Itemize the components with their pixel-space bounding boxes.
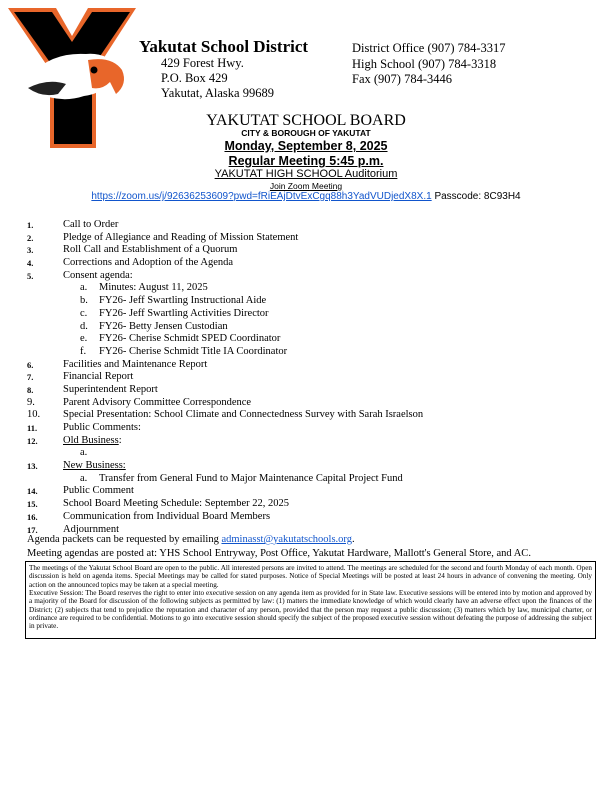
zoom-passcode: Passcode: 8C93H4	[434, 191, 521, 202]
agenda-subitem-letter: e.	[80, 333, 88, 345]
agenda-item-number: 10.	[27, 409, 41, 421]
agenda-item-number: 14.	[27, 486, 38, 497]
agenda-item-label: Call to Order	[63, 219, 119, 230]
disclaimer-box	[25, 561, 596, 639]
packets-note-text: Agenda packets can be requested by emailing	[27, 534, 222, 545]
packets-note	[27, 534, 355, 545]
district-name: Yakutat School District	[139, 37, 309, 56]
agenda-item-suffix: :	[118, 434, 122, 446]
agenda-subitem-text: Transfer from General Fund to Major Maintenance Capital Project Fund	[99, 472, 403, 484]
agenda-subitem	[0, 282, 612, 295]
agenda-item-number: 2.	[27, 232, 34, 243]
agenda-item	[0, 397, 612, 410]
address-line: Yakutat, Alaska 99689	[161, 86, 274, 100]
agenda-item-label: New Business:	[63, 460, 126, 472]
agenda-item-label: Public Comment	[63, 485, 134, 497]
agenda-item	[0, 244, 612, 257]
contact-line: District Office (907) 784-3317	[352, 41, 506, 55]
agenda-subitem	[0, 333, 612, 346]
agenda-item-number: 15.	[27, 499, 38, 510]
agenda-item-text	[63, 422, 141, 435]
agenda-item	[0, 219, 612, 232]
agenda-item-text	[63, 511, 270, 524]
agenda-subitem-text: FY26- Betty Jensen Custodian	[99, 320, 228, 332]
agenda-subitem	[0, 295, 612, 308]
meeting-time: Regular Meeting 5:45 p.m.	[228, 154, 384, 168]
zoom-line	[0, 191, 612, 202]
agenda-item-number: 17.	[27, 524, 38, 535]
agenda-item-label: Financial Report	[63, 371, 134, 383]
zoom-link[interactable]: https://zoom.us/j/92636253609?pwd=fRiEAjDtvExCgq88h3YadVUDjedX8X.1	[91, 191, 432, 202]
agenda-item-text	[63, 397, 251, 410]
address-line: 429 Forest Hwy.	[161, 56, 244, 70]
agenda-subitem-letter: a.	[80, 447, 88, 459]
packets-email-link[interactable]: adminasst@yakutatschools.org	[221, 534, 352, 545]
agenda-item	[0, 422, 612, 435]
agenda-item-text	[63, 384, 158, 397]
agenda-subitem-letter: a.	[80, 282, 88, 294]
agenda-item-number: 13.	[27, 461, 38, 472]
agenda-item-label: Communication from Individual Board Members	[63, 510, 271, 522]
disclaimer-paragraph: Executive Session: The Board reserves the right to enter into executive session on any agenda item as provided for in State law. Executive sessions will be entered into by motion and approved by a majority of the Board for discussion of the following subjects as permitted by law: (1) matters the immediate knowledge of which would clearly have an adverse effect upon the finances of the District; (2) subjects that tend to prejudice the reputation and character of any person, provided that the person may request a public discussion; (3) matters which by law, municipal charter, or ordinance are required to be confidential. Motions to go into executive session should specify the subject of the proposed executive session without defeating the purpose of addressing the subject in private.	[29, 589, 592, 631]
agenda-item-number: 8.	[27, 384, 34, 395]
contact-line: Fax (907) 784-3446	[352, 72, 452, 86]
agenda-item-label: Parent Advisory Committee Correspondence	[63, 396, 252, 408]
agenda-item-text	[63, 498, 289, 511]
agenda-item-text	[63, 460, 126, 473]
agenda-item-text	[63, 270, 133, 283]
agenda-item-label: Consent agenda:	[63, 269, 133, 281]
agenda-item-label: Pledge of Allegiance and Reading of Mission Statement	[63, 231, 299, 243]
posted-note: Meeting agendas are posted at: YHS School Entryway, Post Office, Yakutat Hardware, Mallott's General Store, and AC.	[27, 548, 531, 559]
agenda-item	[0, 232, 612, 245]
agenda-subitem	[0, 346, 612, 359]
agenda-item-number: 3.	[27, 245, 34, 256]
agenda-item	[0, 435, 612, 448]
agenda-item	[0, 270, 612, 283]
agenda-subitem-text: Minutes: August 11, 2025	[99, 282, 208, 294]
agenda-item	[0, 485, 612, 498]
agenda-item-label: School Board Meeting Schedule: September 22, 2025	[63, 498, 290, 510]
agenda-item-number: 16.	[27, 511, 38, 522]
address-line: P.O. Box 429	[161, 71, 228, 85]
agenda-subitem-text: FY26- Cherise Schmidt Title IA Coordinator	[99, 345, 288, 357]
join-zoom-label: Join Zoom Meeting	[269, 181, 343, 191]
agenda-item-text	[63, 232, 298, 245]
agenda-subitem	[0, 321, 612, 334]
agenda-item-text	[63, 219, 118, 232]
agenda-subitem-letter: d.	[80, 320, 88, 332]
meeting-date: Monday, September 8, 2025	[224, 139, 388, 153]
agenda-item-number: 7.	[27, 372, 34, 383]
agenda-item	[0, 511, 612, 524]
agenda-list	[0, 219, 612, 536]
agenda-item-text	[63, 371, 133, 384]
agenda-item-text	[63, 244, 237, 257]
agenda-item-label: Old Business	[63, 434, 119, 446]
agenda-subitem	[0, 447, 612, 460]
agenda-subitem	[0, 308, 612, 321]
agenda-item-number: 4.	[27, 258, 34, 269]
agenda-item	[0, 498, 612, 511]
agenda-item-number: 6.	[27, 359, 34, 370]
agenda-item-number: 5.	[27, 270, 34, 281]
board-title: YAKUTAT SCHOOL BOARD	[206, 112, 406, 129]
agenda-item	[0, 257, 612, 270]
agenda-item	[0, 359, 612, 372]
packets-note-suffix: .	[351, 534, 355, 545]
contact-line: High School (907) 784-3318	[352, 57, 497, 71]
agenda-item-text	[63, 257, 233, 270]
agenda-item-label: Superintendent Report	[63, 383, 158, 395]
agenda-subitem-letter: b.	[80, 295, 88, 307]
agenda-subitem-text: FY26- Cherise Schmidt SPED Coordinator	[99, 333, 281, 345]
agenda-item-number: 11.	[27, 423, 38, 433]
agenda-item-label: Special Presentation: School Climate and Connectedness Survey with Sarah Israelson	[63, 409, 424, 421]
disclaimer-paragraph: The meetings of the Yakutat School Board are open to the public. All interested persons are invited to attend. The meetings are scheduled for the second and fourth Monday of each month. Open discussion is held on agenda items. Special Meetings may be called for stated purposes. Notice of Special Meetings will be posted at least 24 hours in advance of convening the meeting. Only action on the announced topics may be taken at a special meeting.	[29, 564, 592, 589]
agenda-item-label: Adjournment	[63, 523, 119, 535]
agenda-item-label: Roll Call and Establishment of a Quorum	[63, 244, 238, 256]
agenda-subitem	[0, 473, 612, 486]
agenda-item-label: Corrections and Adoption of the Agenda	[63, 257, 234, 269]
agenda-subitem-letter: a.	[80, 472, 88, 484]
agenda-item-number: 12.	[27, 435, 38, 446]
agenda-item	[0, 409, 612, 422]
agenda-item-label: Facilities and Maintenance Report	[63, 358, 208, 370]
agenda-item	[0, 384, 612, 397]
agenda-item-number: 9.	[27, 396, 35, 408]
meeting-location: YAKUTAT HIGH SCHOOL Auditorium	[214, 168, 398, 180]
agenda-subitem-text: FY26- Jeff Swartling Activities Director	[99, 307, 269, 319]
city-borough: CITY & BOROUGH OF YAKUTAT	[241, 128, 371, 138]
agenda-item-number: 1.	[27, 220, 34, 230]
agenda-item-text	[63, 359, 207, 372]
agenda-item-label: Public Comments:	[63, 422, 141, 433]
agenda-subitem-letter: f.	[80, 345, 87, 357]
agenda-subitem-letter: c.	[80, 307, 88, 319]
agenda-item-text	[63, 485, 134, 498]
agenda-item-text	[63, 435, 122, 448]
agenda-item-text	[63, 409, 423, 422]
agenda-subitem-text: FY26- Jeff Swartling Instructional Aide	[99, 295, 267, 307]
agenda-item	[0, 460, 612, 473]
agenda-item	[0, 371, 612, 384]
